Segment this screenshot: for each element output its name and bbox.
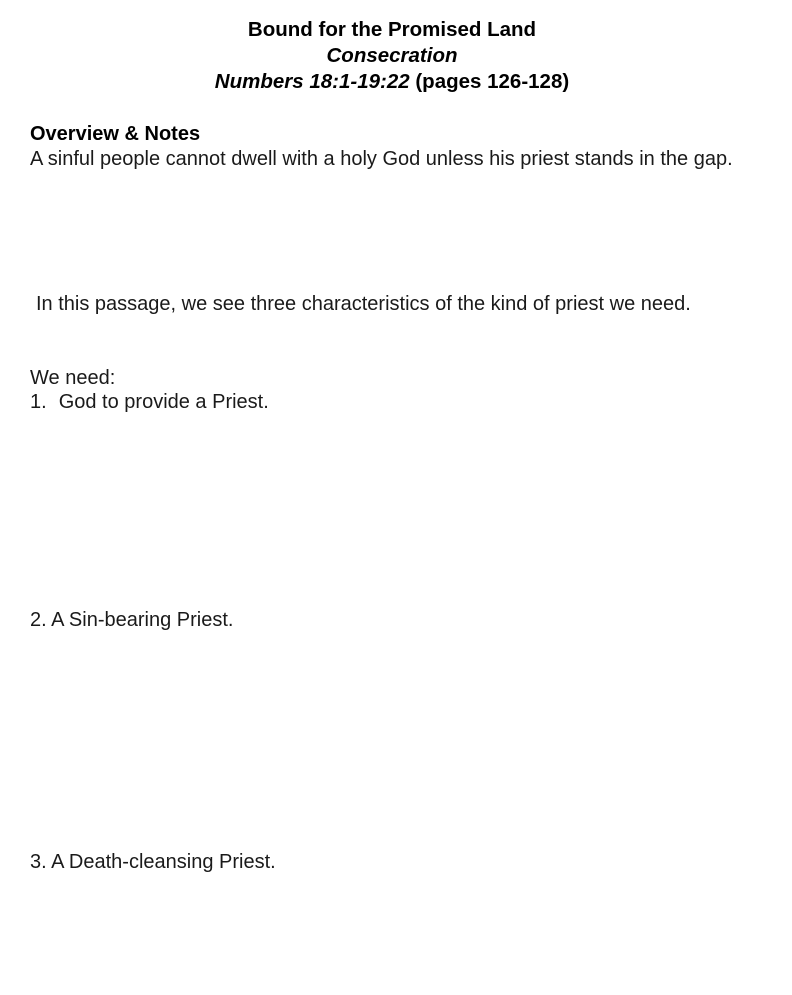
list-text: God to provide a Priest. xyxy=(58,391,269,413)
list-number: 1. xyxy=(30,391,47,413)
series-title: Bound for the Promised Land xyxy=(247,18,537,41)
page-range: (pages 126-128) xyxy=(415,70,570,93)
passage-reference: Numbers 18:1-19:22 xyxy=(214,70,410,93)
list-text: A Sin-bearing Priest. xyxy=(51,609,234,631)
list-number: 3. xyxy=(30,851,47,873)
overview-heading: Overview & Notes xyxy=(30,123,201,145)
list-text: A Death-cleansing Priest. xyxy=(51,851,276,873)
list-item-3 xyxy=(30,850,276,875)
list-number: 2. xyxy=(30,609,47,631)
intro-text: In this passage, we see three characteristics of the kind of priest we need. xyxy=(36,293,691,315)
list-item-1 xyxy=(30,390,269,415)
sermon-title: Consecration xyxy=(326,44,458,67)
list-item-2 xyxy=(30,608,233,633)
document-header xyxy=(0,17,784,95)
overview-summary: A sinful people cannot dwell with a holy God unless his priest stands in the gap. xyxy=(30,148,733,170)
passage-line xyxy=(0,69,784,95)
needs-lead: We need: xyxy=(30,367,116,389)
